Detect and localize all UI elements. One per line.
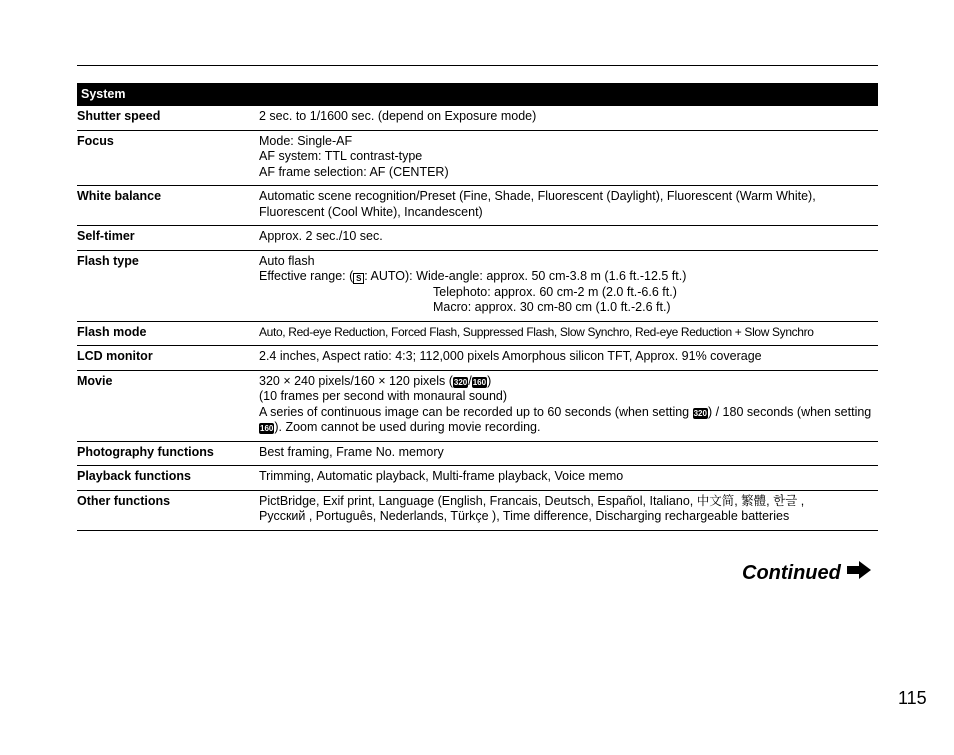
row-value: 2 sec. to 1/1600 sec. (depend on Exposure mode) [259, 109, 537, 123]
row-flash-mode [77, 322, 878, 347]
flash-macro-range: Macro: approx. 30 cm-80 cm (1.0 ft.-2.6 ft.) [433, 300, 671, 314]
flash-mode-icon: S [353, 273, 364, 284]
flash-wide-range: Wide-angle: approx. 50 cm-3.8 m (1.6 ft.-12.5 ft.) [416, 269, 687, 283]
row-label: Flash type [77, 253, 139, 268]
row-value [259, 134, 878, 181]
focus-mode: Mode: Single-AF [259, 133, 353, 148]
row-label: Photography functions [77, 444, 214, 459]
row-lcd-monitor [77, 346, 878, 371]
right-arrow-icon [846, 560, 872, 586]
row-self-timer [77, 226, 878, 251]
section-header-system: System [77, 83, 878, 106]
row-value: 2.4 inches, Aspect ratio: 4:3; 112,000 pixels Amorphous silicon TFT, Approx. 91% coverage [259, 349, 762, 363]
flash-effective-range [259, 269, 878, 285]
movie-note-mid: ) / 180 seconds (when setting [707, 404, 872, 419]
row-label: Self-timer [77, 229, 135, 243]
movie-160-icon: 160 [472, 377, 487, 387]
slash: / [468, 373, 472, 388]
row-label: Other functions [77, 493, 171, 508]
row-focus [77, 131, 878, 187]
row-value [259, 254, 878, 316]
movie-note-suffix: ). Zoom cannot be used during movie recording. [274, 420, 541, 434]
continued-label: Continued [742, 561, 841, 584]
page-number: 115 [898, 688, 927, 708]
row-value: Best framing, Frame No. memory [259, 444, 444, 459]
movie-recording-note [259, 405, 878, 436]
movie-resolution [259, 374, 878, 390]
effective-prefix: Effective range: ( [259, 269, 354, 283]
movie-320-icon: 320 [453, 377, 468, 387]
row-flash-type [77, 251, 878, 322]
continued-link[interactable] [742, 560, 872, 586]
other-functions-line-1: PictBridge, Exif print, Language (English, Francais, Deutsch, Español, Italiano, 中文简, 繁體, 한글 , [259, 493, 805, 508]
row-value [259, 374, 878, 436]
other-functions-line-2: Русский , Português, Nederlands, Türkçe ), Time difference, Discharging rechargeable batteries [259, 509, 790, 523]
focus-af-system: AF system: TTL contrast-type [259, 149, 423, 163]
row-shutter-speed [77, 106, 878, 131]
movie-note-prefix: A series of continuous image can be recorded up to 60 seconds (when setting [259, 404, 693, 419]
top-rule [77, 65, 878, 66]
row-value: Trimming, Automatic playback, Multi-frame playback, Voice memo [259, 469, 624, 483]
row-movie [77, 371, 878, 442]
movie-320-icon: 320 [693, 408, 707, 418]
movie-resolution-text: 320 × 240 pixels/160 × 120 pixels ( [259, 373, 453, 388]
movie-frame-rate: (10 frames per second with monaural sound) [259, 389, 508, 403]
specifications-table [77, 83, 878, 531]
row-value: Automatic scene recognition/Preset (Fine, Shade, Fluorescent (Daylight), Fluorescent (Warm White), Fluorescent (Cool White), Incandescent) [259, 189, 816, 219]
row-label: Movie [77, 373, 113, 388]
row-playback-functions [77, 466, 878, 491]
effective-suffix: : AUTO): [364, 269, 413, 283]
movie-160-icon: 160 [260, 424, 274, 433]
focus-af-frame: AF frame selection: AF (CENTER) [259, 164, 449, 179]
row-value: Auto, Red-eye Reduction, Forced Flash, Suppressed Flash, Slow Synchro, Red-eye Reduction + Slow Synchro [259, 324, 814, 339]
row-label: LCD monitor [77, 349, 153, 363]
row-label: Focus [77, 133, 114, 148]
row-label: Flash mode [77, 324, 147, 339]
row-value: Approx. 2 sec./10 sec. [259, 229, 383, 243]
flash-auto: Auto flash [259, 253, 315, 268]
row-label: Playback functions [77, 469, 191, 483]
row-value [259, 494, 878, 525]
row-other-functions [77, 491, 878, 531]
flash-tele-range: Telephoto: approx. 60 cm-2 m (2.0 ft.-6.6 ft.) [433, 284, 677, 299]
row-label: White balance [77, 189, 162, 203]
row-label: Shutter speed [77, 109, 161, 123]
row-white-balance [77, 186, 878, 226]
row-photography-functions [77, 442, 878, 467]
paren-close: ) [487, 373, 492, 388]
